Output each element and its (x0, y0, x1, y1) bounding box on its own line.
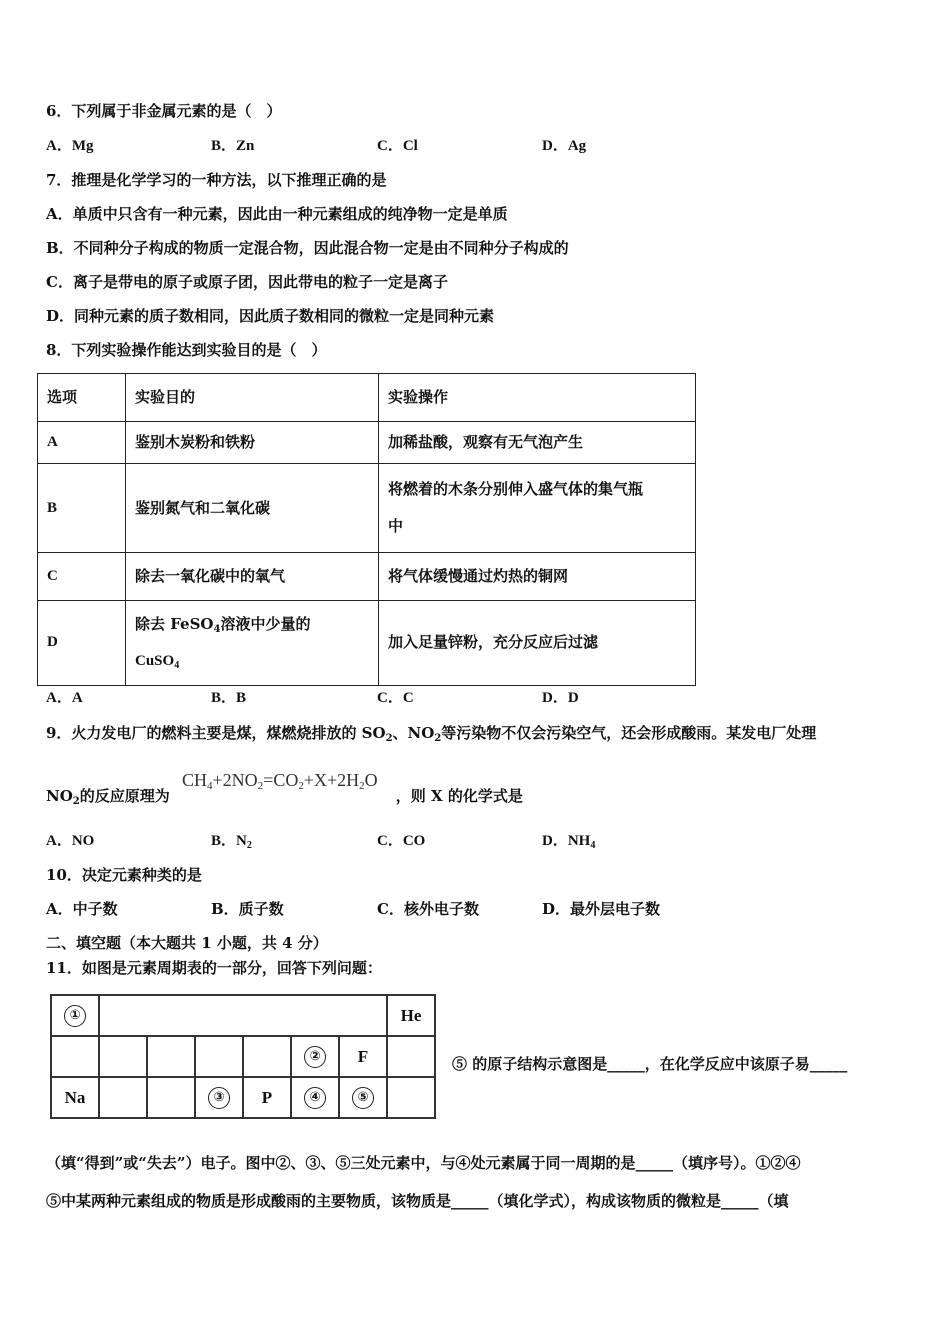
cell-f: F (339, 1036, 387, 1077)
q8-option-a: A．A (46, 690, 83, 706)
q6-option-a: A．Mg (46, 138, 94, 154)
q8-stem: 8．下列实验操作能达到实验目的是（ ） (46, 341, 327, 359)
formula-subscript: 2 (298, 780, 304, 792)
subscript: 2 (72, 796, 80, 807)
q9-option-a: A．NO (46, 833, 95, 849)
row-operation: 加入足量锌粉，充分反应后过滤 (379, 600, 696, 685)
purpose-subscript: 4 (174, 659, 180, 671)
empty-cell (387, 1077, 435, 1118)
subscript: 2 (434, 733, 442, 744)
cell-3 (195, 1077, 243, 1118)
cell-5 (339, 1077, 387, 1118)
empty-cell (147, 1077, 195, 1118)
option-text: B．N (211, 833, 247, 849)
q9-option-d (542, 831, 595, 851)
empty-cell (51, 1036, 99, 1077)
row-key: A (38, 421, 126, 464)
q8-option-d: D．D (542, 690, 579, 706)
row-operation (379, 464, 696, 553)
period-row-3 (51, 1077, 435, 1118)
formula-part: CH (182, 770, 208, 790)
q10-option-b: B．质子数 (211, 900, 284, 918)
period-row-1 (51, 995, 435, 1036)
formula-part: +2NO (212, 770, 258, 790)
formula-subscript: 2 (359, 780, 365, 792)
q10-option-a: A．中子数 (46, 900, 118, 918)
header-purpose: 实验目的 (126, 374, 379, 422)
q8-option-b: B．B (211, 690, 247, 706)
q11-line2: （填“得到”或“失去”）电子。图中②、③、⑤三处元素中，与④处元素属于同一周期的是_____（填序号）。①②④ (46, 1154, 801, 1172)
row-purpose: 除去一氧化碳中的氧气 (126, 553, 379, 601)
q9-line2-part: NO (46, 787, 73, 805)
row-key: C (38, 553, 126, 601)
q7-option-b: B．不同种分子构成的物质一定混合物，因此混合物一定是由不同种分子构成的 (46, 239, 569, 257)
q9-stem (46, 723, 816, 743)
q7-stem: 7．推理是化学学习的一种方法，以下推理正确的是 (46, 171, 387, 189)
row-key: D (38, 600, 126, 685)
formula-part: =CO (263, 770, 299, 790)
empty-span (99, 995, 387, 1036)
q8-table (37, 373, 696, 686)
table-row (38, 600, 696, 685)
q9-stem-part: 、NO (392, 724, 435, 742)
purpose-text: 除去 FeSO (135, 614, 214, 633)
period-row-2 (51, 1036, 435, 1077)
cell-2 (291, 1036, 339, 1077)
q9-line2-part: 的反应原理为 (79, 787, 170, 805)
subscript: 4 (590, 840, 596, 851)
periodic-table (50, 994, 436, 1119)
q6-stem: 6．下列属于非金属元素的是（ ） (46, 102, 282, 120)
row-operation-line1: 将燃着的木条分别伸入盛气体的集气瓶 (388, 480, 644, 499)
cell-1 (51, 995, 99, 1036)
option-text: D．NH (542, 833, 591, 849)
formula-part: O (364, 770, 378, 790)
row-operation: 将气体缓慢通过灼热的铜网 (379, 553, 696, 601)
empty-cell (147, 1036, 195, 1077)
q6-option-c: C．Cl (377, 138, 418, 154)
q9-option-b (211, 831, 252, 851)
empty-cell (387, 1036, 435, 1077)
q8-option-c: C．C (377, 690, 414, 706)
q10-option-d: D．最外层电子数 (542, 900, 661, 918)
circled-number: ③ (208, 1087, 230, 1109)
q9-stem-part: 9．火力发电厂的燃料主要是煤，煤燃烧排放的 SO (46, 724, 386, 742)
cell-4 (291, 1077, 339, 1118)
q9-option-c: C．CO (377, 833, 426, 849)
q10-option-c: C．核外电子数 (377, 900, 479, 918)
purpose-text: 溶液中少量的 (220, 614, 311, 633)
row-operation: 加稀盐酸，观察有无气泡产生 (379, 421, 696, 464)
table-row (38, 553, 696, 601)
empty-cell (195, 1036, 243, 1077)
q11-stem: 11．如图是元素周期表的一部分，回答下列问题： (46, 959, 382, 977)
q11-right-text: ⑤ 的原子结构示意图是_____，在化学反应中该原子易_____ (452, 1055, 848, 1073)
q7-option-d: D．同种元素的质子数相同，因此质子数相同的微粒一定是同种元素 (46, 307, 495, 325)
cell-p: P (243, 1077, 291, 1118)
q10-stem: 10．决定元素种类的是 (46, 866, 202, 884)
row-operation-line2: 中 (388, 517, 404, 536)
cell-na: Na (51, 1077, 99, 1118)
purpose-text: CuSO (135, 652, 175, 669)
q7-option-a: A．单质中只含有一种元素，因此由一种元素组成的纯净物一定是单质 (46, 205, 508, 223)
empty-cell (99, 1077, 147, 1118)
circled-number: ② (304, 1046, 326, 1068)
q6-option-b: B．Zn (211, 138, 255, 154)
circled-number: ④ (304, 1087, 326, 1109)
header-option: 选项 (38, 374, 126, 422)
purpose-subscript: 4 (213, 623, 221, 635)
formula-part: +X+2H (303, 770, 360, 790)
table-header-row (38, 374, 696, 422)
q7-option-c: C．离子是带电的原子或原子团，因此带电的粒子一定是离子 (46, 273, 448, 291)
section-heading: 二、填空题（本大题共 1 小题，共 4 分） (46, 934, 328, 952)
header-operation: 实验操作 (379, 374, 696, 422)
empty-cell (243, 1036, 291, 1077)
reaction-formula (182, 770, 378, 791)
row-key: B (38, 464, 126, 553)
table-row (38, 421, 696, 464)
circled-number: ① (64, 1005, 86, 1027)
cell-he: He (387, 995, 435, 1036)
empty-cell (99, 1036, 147, 1077)
q9-stem-part: 等污染物不仅会污染空气，还会形成酸雨。某发电厂处理 (441, 724, 817, 742)
q9-line2-part: ，则 X 的化学式是 (395, 787, 523, 805)
row-purpose: 鉴别氮气和二氧化碳 (126, 464, 379, 553)
q11-line3: ⑤中某两种元素组成的物质是形成酸雨的主要物质，该物质是_____（填化学式），构成该物质的微粒是_____（填 (46, 1192, 789, 1210)
formula-subscript: 2 (257, 780, 264, 792)
circled-number: ⑤ (352, 1087, 374, 1109)
q6-option-d: D．Ag (542, 138, 587, 154)
row-purpose: 鉴别木炭粉和铁粉 (126, 421, 379, 464)
table-row (38, 464, 696, 553)
subscript: 2 (385, 733, 393, 744)
row-purpose (126, 600, 379, 685)
formula-subscript: 4 (207, 780, 213, 792)
subscript: 2 (246, 840, 252, 851)
